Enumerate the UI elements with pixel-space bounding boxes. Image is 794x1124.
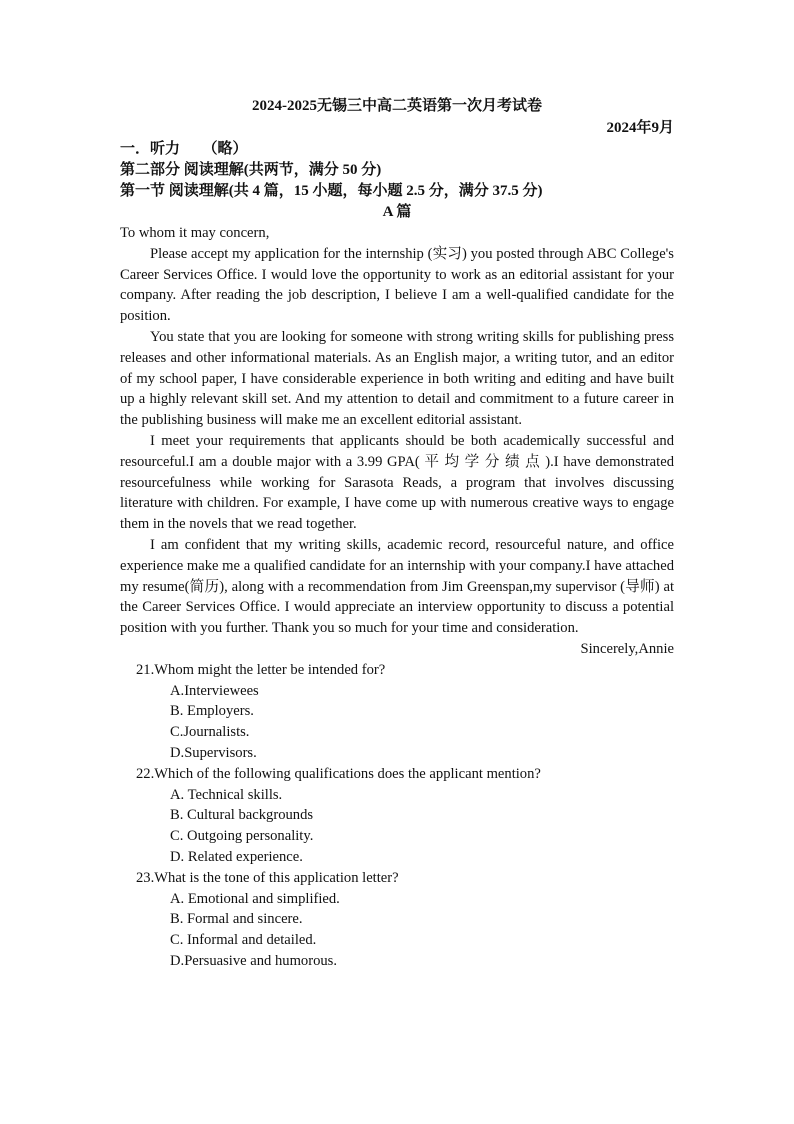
letter-body: [120, 223, 674, 972]
letter-signature: Sincerely,Annie: [580, 640, 674, 657]
exam-title: 2024-2025无锡三中高二英语第一次月考试卷: [252, 98, 542, 114]
exam-date: 2024年9月: [606, 120, 674, 136]
question-option: D. Related experience.: [170, 848, 303, 865]
question-option: A. Technical skills.: [170, 786, 283, 803]
question-option: B. Employers.: [170, 703, 254, 720]
question-21: [120, 660, 674, 764]
question-option: C.Journalists.: [170, 724, 250, 741]
letter-greeting: To whom it may concern,: [120, 225, 270, 241]
letter-paragraph-4: I am confident that my writing skills, academic record, resourceful nature, and office experience make me a qualified candidate for an internship with your company.I have attached my resume(简历), along with a recommendation from Jim Greenspan,my supervisor (导师) at the Career Services Office. I would appreciate an interview opportunity to discuss a potential position with you further. Thank you so much for your time and consideration.: [120, 536, 674, 637]
question-option: B. Formal and sincere.: [170, 911, 303, 928]
section1-heading: 第一节 阅读理解(共 4 篇，15 小题，每小题 2.5 分，满分 37.5 分): [120, 183, 543, 199]
question-option: C. Informal and detailed.: [170, 932, 317, 949]
question-option: A.Interviewees: [170, 682, 259, 699]
section-listening: 一．听力 （略）: [120, 141, 248, 157]
question-stem: 21.Whom might the letter be intended for?: [136, 661, 386, 678]
question-option: D.Supervisors.: [170, 744, 257, 761]
question-option: C. Outgoing personality.: [170, 828, 314, 845]
passage-a-heading: A 篇: [382, 204, 412, 220]
question-stem: 23.What is the tone of this application letter?: [136, 869, 399, 886]
letter-paragraph-3: I meet your requirements that applicants should be both academically successful and resourceful.I am a double major with a 3.99 GPA( 平 均 学 分 绩 点 ).I have demonstrated resourcefulness while working for Sarasota Reads, a program that involves discussing literature with children. For example, I have come up with numerous creative ways to engage them in the novels that we read together.: [120, 432, 674, 533]
letter-paragraph-1: Please accept my application for the internship (实习) you posted through ABC College's Career Services Office. I would love the opportunity to work as an editorial assistant for your company. After reading the job description, I believe I am a well-qualified candidate for the position.: [120, 245, 674, 325]
question-23: [120, 868, 674, 972]
question-option: B. Cultural backgrounds: [170, 807, 314, 824]
section-part2-heading: 第二部分 阅读理解(共两节，满分 50 分): [120, 162, 382, 178]
question-stem: 22.Which of the following qualifications does the applicant mention?: [136, 765, 541, 782]
question-22: [120, 764, 674, 868]
letter-paragraph-2: You state that you are looking for someone with strong writing skills for publishing press releases and other informational materials. As an English major, a writing tutor, and an editor of my school paper, I have considerable experience in both writing and editing and have built up a highly relevant skill set. And my attention to detail and commitment to a future career in the publishing business will make me an excellent editorial assistant.: [120, 328, 674, 429]
question-option: A. Emotional and simplified.: [170, 890, 340, 907]
question-option: D.Persuasive and humorous.: [170, 952, 337, 969]
